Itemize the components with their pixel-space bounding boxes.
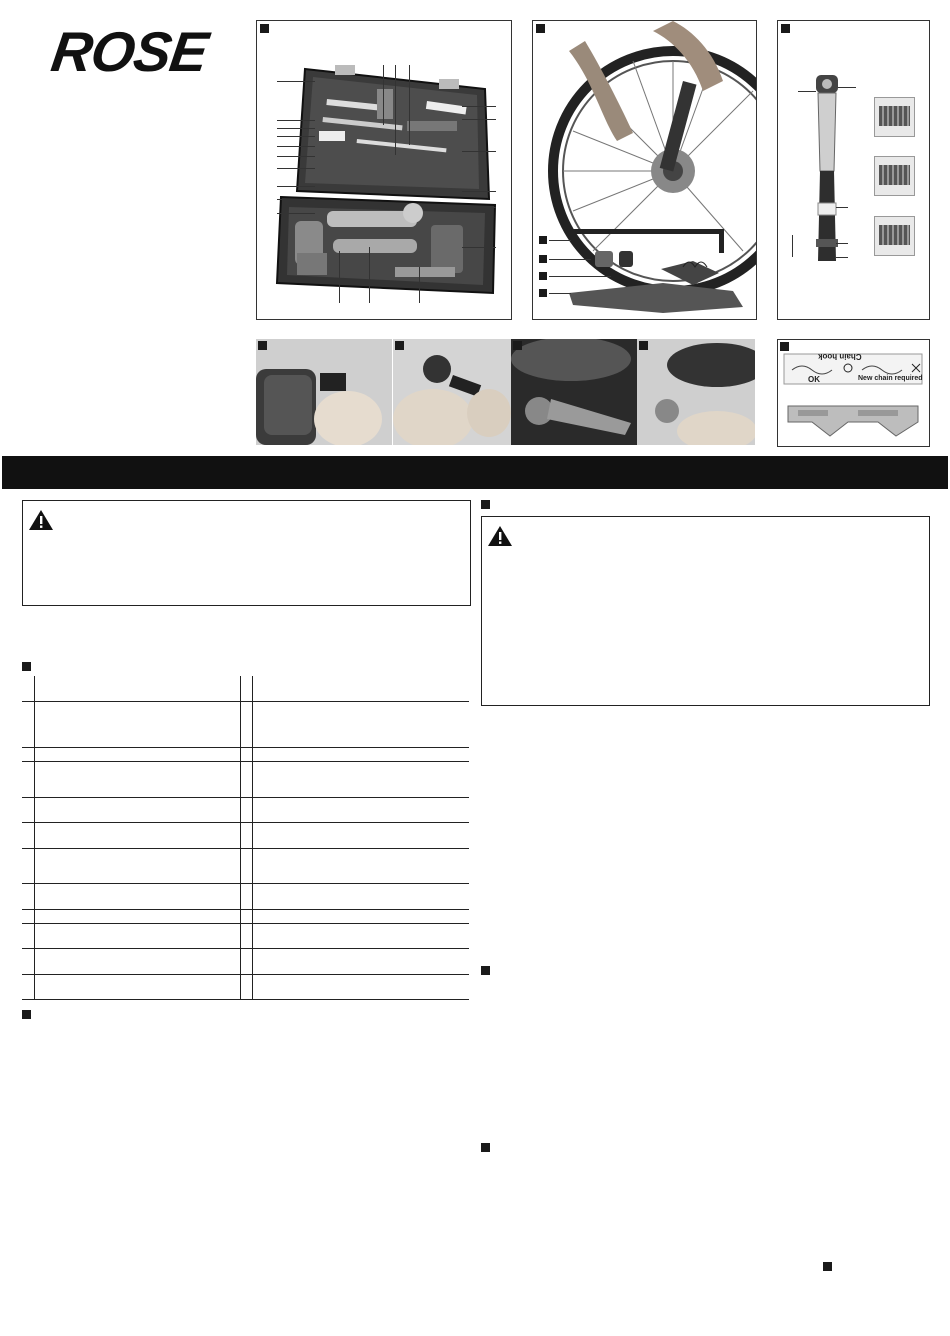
callout-line [277, 136, 315, 137]
table-row-line [22, 822, 469, 823]
callout-line [549, 240, 571, 241]
table-row-line [22, 948, 469, 949]
warning-box-left [22, 500, 471, 606]
tool-case-illustration [257, 21, 511, 319]
table-row-line [22, 923, 469, 924]
section-marker [22, 1010, 31, 1019]
callout-line [462, 106, 496, 107]
callout-line [277, 199, 315, 200]
table-row-line [22, 974, 469, 975]
callout-line [395, 65, 396, 155]
rose-logo: ROSE [47, 20, 212, 83]
callout-line [277, 81, 315, 82]
warning-icon [28, 509, 54, 531]
callout-line [409, 65, 410, 145]
scale-detail-1 [874, 97, 915, 137]
callout-line [277, 128, 315, 129]
section-header-bar [2, 456, 948, 489]
table-row-line [22, 883, 469, 884]
table-row-line [22, 797, 469, 798]
callout-line [339, 251, 340, 303]
section-marker [481, 1143, 490, 1152]
figure-chain-gauge [777, 339, 930, 447]
scale-detail-2 [874, 156, 915, 196]
figure-item-marker [539, 272, 547, 280]
figure-item-marker [539, 255, 547, 263]
callout-line [277, 156, 315, 157]
section-marker [22, 662, 31, 671]
figure-item-marker [539, 236, 547, 244]
table-row-line [22, 761, 469, 762]
callout-line [549, 293, 571, 294]
callout-line [383, 65, 384, 125]
figure-torque-wrench [777, 20, 930, 320]
callout-line [836, 243, 848, 244]
table-row-line [22, 747, 469, 748]
ok-label: OK [808, 375, 820, 384]
callout-line [838, 87, 856, 88]
scale-detail-3 [874, 216, 915, 256]
figure-tool-case [256, 20, 512, 320]
section-marker [481, 966, 490, 975]
callout-line [369, 247, 370, 303]
figure-item-marker [539, 289, 547, 297]
table-row-line [22, 999, 469, 1000]
figure-wheel-tools [532, 20, 757, 320]
adjust-arrow [792, 235, 793, 257]
table-divider [34, 676, 35, 1000]
table-divider [240, 676, 241, 1000]
callout-line [419, 267, 420, 303]
callout-line [549, 276, 611, 277]
callout-line [462, 207, 496, 208]
section-marker [481, 500, 490, 509]
figure-marker [513, 341, 522, 350]
callout-line [462, 119, 496, 120]
callout-line [277, 120, 315, 121]
callout-line [462, 151, 496, 152]
chain-hook-label: Chain hook [818, 352, 862, 361]
table-divider [252, 676, 253, 1000]
table-row-line [22, 701, 469, 702]
callout-line [798, 91, 816, 92]
callout-line [462, 191, 496, 192]
figure-marker [258, 341, 267, 350]
photo-bolt-detail [637, 339, 755, 445]
parts-table [22, 676, 469, 1000]
figure-marker [639, 341, 648, 350]
figure-marker [395, 341, 404, 350]
new-chain-label: New chain required [858, 375, 923, 382]
warning-icon [487, 525, 513, 547]
wheel-tools-illustration [533, 21, 756, 319]
callout-line [277, 213, 315, 214]
photo-crank-tool [511, 339, 637, 445]
callout-line [836, 257, 848, 258]
table-row-line [22, 909, 469, 910]
callout-line [462, 247, 496, 248]
photo-hand-tool [393, 339, 511, 445]
callout-line [277, 146, 315, 147]
warning-box-right [481, 516, 930, 706]
page-marker [823, 1262, 832, 1271]
callout-line [277, 186, 315, 187]
photo-socket-detail [256, 339, 392, 445]
callout-line [549, 259, 591, 260]
callout-line [277, 168, 315, 169]
callout-line [836, 207, 848, 208]
table-row-line [22, 848, 469, 849]
